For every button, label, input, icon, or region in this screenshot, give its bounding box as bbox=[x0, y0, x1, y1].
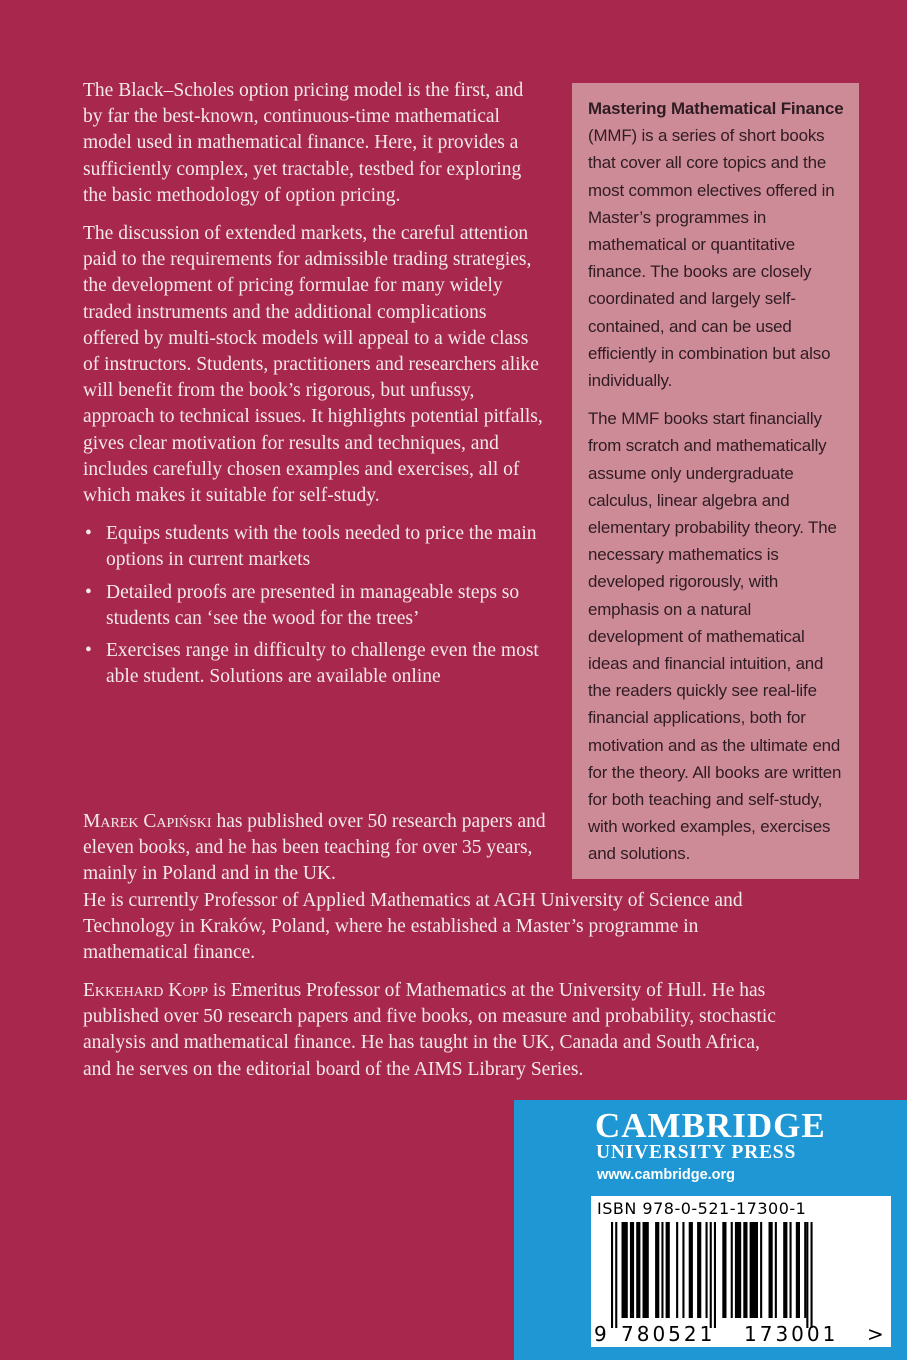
barcode-end-mark: > bbox=[867, 1322, 884, 1346]
barcode-bar bbox=[804, 1222, 806, 1318]
feature-item bbox=[83, 638, 545, 690]
feature-text: Detailed proofs are presented in manageable steps so students can ‘see the wood for the trees’ bbox=[106, 581, 520, 629]
barcode-bar bbox=[775, 1222, 777, 1318]
barcode-bar bbox=[706, 1222, 708, 1318]
barcode-bar bbox=[760, 1222, 762, 1318]
barcode-bar bbox=[689, 1222, 693, 1318]
series-paragraph-2: The MMF books start financially from scratch and mathematically assume only undergraduate calculus, linear algebra and elementary probability theory. The necessary mathematics is developed rigorously, with emphasis on a natural development of mathematical ideas and financial intuition, and the readers quickly see real-life financial applications, both for motivation and as the ultimate end for the theory. All books are written for both teaching and self-study, with worked examples, exercises and solutions. bbox=[588, 409, 842, 864]
barcode-bar bbox=[676, 1222, 678, 1318]
feature-list bbox=[83, 521, 545, 690]
barcode-bar bbox=[806, 1222, 808, 1328]
barcode-bar bbox=[710, 1222, 712, 1328]
isbn-label: ISBN 978-0-521-17300-1 bbox=[597, 1199, 807, 1218]
feature-item bbox=[83, 580, 545, 632]
barcode-bar bbox=[769, 1222, 773, 1318]
barcode-bar bbox=[735, 1222, 741, 1318]
bullet-icon: • bbox=[85, 523, 92, 545]
barcode-bar bbox=[750, 1222, 758, 1318]
bullet-icon: • bbox=[85, 640, 92, 662]
barcode-bar bbox=[643, 1222, 649, 1318]
author-bio-text: is Emeritus Professor of Mathematics at the University of Hull. He has published over 50 research papers and five books, on measure and probability, stochastic analysis and mathematical finance. He has taught in the UK, Canada and South Africa, and he serves on the editorial board of the AIMS Library Series. bbox=[83, 980, 776, 1080]
description-paragraph-2: The discussion of extended markets, the careful attention paid to the requirements for admissible trading strategies, the development of pricing formulae for many widely traded instruments and the additional complications offered by multi-stock models will appeal to a wide class of instructors. Students, practitioners and researchers alike will benefit from the book’s rigorous, but unfussy, approach to technical issues. It highlights potential pitfalls, gives clear motivation for results and techniques, and includes carefully chosen examples and exercises, all of which makes it suitable for self-study. bbox=[83, 223, 543, 507]
barcode-bar bbox=[811, 1222, 813, 1328]
barcode-right-digits: 173001 bbox=[744, 1322, 839, 1346]
barcode-graphic bbox=[591, 1196, 891, 1347]
barcode-bar bbox=[615, 1222, 617, 1328]
author-name-kopp: Ekkehard Kopp bbox=[83, 980, 208, 1001]
barcode-bar bbox=[666, 1222, 670, 1318]
series-info-box bbox=[572, 83, 859, 879]
barcode-bar bbox=[636, 1222, 640, 1318]
barcode-bar bbox=[743, 1222, 747, 1318]
description-paragraph-1: The Black–Scholes option pricing model is the first, and by far the best-known, continuous-time mathematical model used in mathematical finance. Here, it provides a sufficiently complex, yet tractable, testbed for exploring the basic methodology of option pricing. bbox=[83, 80, 524, 206]
publisher-block bbox=[514, 1100, 907, 1360]
barcode-bars bbox=[611, 1222, 813, 1328]
author-bio-text-continued: He is currently Professor of Applied Mathematics at AGH University of Science and Technology in Kraków, Poland, where he established a Master’s programme in mathematical finance. bbox=[83, 889, 743, 964]
author-bio-kopp bbox=[83, 978, 783, 1083]
barcode-bar bbox=[731, 1222, 733, 1318]
author-bio-text: has published over 50 research papers and eleven books, and he has been teaching for over 35 years, mainly in Poland and in the UK. bbox=[83, 811, 546, 885]
series-intro bbox=[588, 95, 847, 394]
barcode-bar bbox=[630, 1222, 634, 1318]
publisher-url: www.cambridge.org bbox=[597, 1167, 736, 1183]
feature-item bbox=[83, 521, 545, 573]
barcode-first-digit: 9 bbox=[594, 1322, 607, 1346]
barcode-bar bbox=[790, 1222, 792, 1318]
barcode-bar bbox=[622, 1222, 628, 1318]
barcode-bar bbox=[714, 1222, 716, 1328]
description-column bbox=[83, 78, 545, 702]
barcode-left-digits: 780521 bbox=[621, 1322, 716, 1346]
barcode-bar bbox=[611, 1222, 613, 1328]
author-bio-capinski-first bbox=[83, 809, 553, 888]
author-name-capinski: Marek Capiński bbox=[83, 811, 212, 832]
barcode-bar bbox=[661, 1222, 663, 1318]
series-intro-text: (MMF) is a series of short books that cover all core topics and the most common electives offered in Master’s programmes in mathematical or quantitative finance. The books are closely coordinated and largely self-contained, and can be used efficiently in combination but also individually. bbox=[588, 126, 835, 391]
barcode-bar bbox=[722, 1222, 726, 1318]
isbn-barcode bbox=[591, 1196, 891, 1347]
feature-text: Exercises range in difficulty to challenge even the most able student. Solutions are available online bbox=[106, 640, 539, 688]
feature-text: Equips students with the tools needed to price the main options in current markets bbox=[106, 523, 537, 571]
barcode-bar bbox=[655, 1222, 659, 1318]
series-title: Mastering Mathematical Finance bbox=[588, 99, 844, 118]
publisher-logo: CAMBRIDGE bbox=[595, 1106, 826, 1145]
barcode-bar bbox=[697, 1222, 701, 1318]
barcode-bar bbox=[783, 1222, 787, 1318]
barcode-bar bbox=[796, 1222, 800, 1318]
barcode-bar bbox=[682, 1222, 684, 1318]
publisher-press-label: UNIVERSITY PRESS bbox=[596, 1142, 797, 1163]
bullet-icon: • bbox=[85, 581, 92, 603]
